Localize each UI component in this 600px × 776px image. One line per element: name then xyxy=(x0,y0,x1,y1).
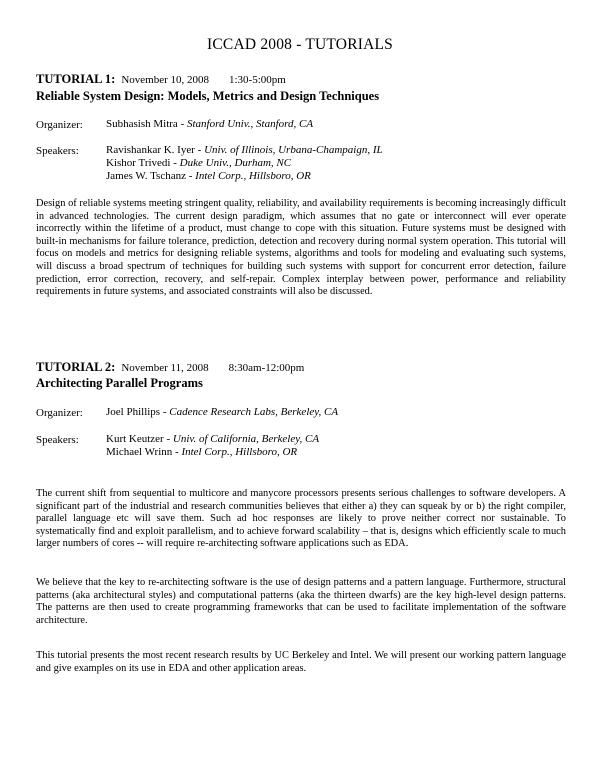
organizer-name: Subhasish Mitra xyxy=(106,118,178,130)
tutorial2-time: 8:30am-12:00pm xyxy=(228,362,305,374)
organizer-name: Joel Phillips xyxy=(106,406,161,418)
tutorial2-date: November 11, 2008 xyxy=(121,362,209,374)
speaker: Kurt Keutzer - Univ. of California, Berkeley, CA xyxy=(106,433,320,445)
tutorial2-title: Architecting Parallel Programs xyxy=(36,376,203,390)
tutorial2-paragraph-3: This tutorial presents the most recent research results by UC Berkeley and Intel. We will present our working pattern language and give examples on its use in EDA and other application areas. xyxy=(36,650,566,674)
speaker: James W. Tschanz - Intel Corp., Hillsboro, OR xyxy=(106,170,311,182)
tutorial1-description: Design of reliable systems meeting stringent quality, reliability, and availability requirements is becoming increasingly difficult in advanced technologies. The current design paradigm, which assumes that no gate or interconnect will ever operate incorrectly within the lifetime of a product, must change to cope with this situation. Future systems must be designed with built-in mechanisms for failure tolerance, prediction, detection and recovery during normal system operation. This tutorial will focus on models and metrics for designing reliable systems, algorithms and tools for modeling and evaluating such systems, will discuss a broad spectrum of techniques for building such systems with support for concurrent error detection, failure prediction, error correction, recovery, and self-repair. Complex interplay between power, performance and reliability requirements in future systems, and associated constraints will also be discussed. xyxy=(36,198,566,298)
tutorial1-header xyxy=(36,72,286,87)
speaker: Michael Wrinn - Intel Corp., Hillsboro, OR xyxy=(106,446,298,458)
tutorial2-paragraph-2: We believe that the key to re-architecting software is the use of design patterns and a pattern language. Furthermore, structural patterns (aka architectural styles) and computational patterns (aka the thirteen dwarfs) are the key high-level design patterns. The patterns are then used to create programming frameworks that can be used to facilitate implementation of the software architecture. xyxy=(36,577,566,626)
tutorial2-paragraph-1: The current shift from sequential to multicore and manycore processors presents serious challenges to software developers. A significant part of the industrial and research communities believes that either a) they can squeak by or b) the right compiler, parallel language etc will save them. Such ad hoc responses are likely to prove neither correct nor sustainable. To systematically find and exploit parallelism, and to achieve forward scalability – that is, designs which efficiently scale to much larger numbers of cores -- will require re-architecting software applications such as EDA. xyxy=(36,488,566,550)
speakers-label: Speakers: xyxy=(36,434,79,446)
tutorial2-label: TUTORIAL 2: xyxy=(36,360,116,374)
organizer-affiliation: Stanford Univ., Stanford, CA xyxy=(186,118,314,130)
organizer-affiliation: Cadence Research Labs, Berkeley, CA xyxy=(169,406,339,418)
document-page: ICCAD 2008 - TUTORIALS TUTORIAL 1: November 10, 2008 1:30-5:00pm Reliable System Design: Models, Metrics and Design Techniques Organizer: Subhasish Mitra - Stanford Univ., Stanford, CA Speakers: Ravishankar K. Iyer - Univ. of Illinois, Urbana-Champaign, IL Kishor Trivedi - Duke Univ., Durham, NC James W. Tschanz - Intel Corp., Hillsboro, OR Design of reliable systems meeting stringent quality, reliability, and availability requirements is becoming increasingly difficult in advanced technologies. The current design paradigm, which assumes that no gate or interconnect will ever operate incorrectly within the lifetime of a product, must change to cope with this situation. Future systems must be designed with built-in mechanisms for failure tolerance, prediction, detection and recovery during normal system operation. This tutorial will focus on models and metrics for designing reliable systems, algorithms and tools for modeling and evaluating such systems, will discuss a broad spectrum of techniques for building such systems with support for concurrent error detection, failure prediction, error correction, recovery, and self-repair. Complex interplay between power, performance and reliability requirements in future systems, and associated constraints will also be discussed. TUTORIAL 2: November 11, 2008 8:30am-12:00pm Architecting Parallel Programs Organizer: Joel Phillips - Cadence Research Labs, Berkeley, CA Speakers: Kurt Keutzer - Univ. of California, Berkeley, CA Michael Wrinn - Intel Corp., Hillsboro, OR The current shift from sequential to multicore and manycore processors presents serious challenges to software developers. A significant part of the industrial and research communities believes that either a) they can squeak by or b) the right compiler, parallel language etc will save them. Such ad hoc responses are likely to prove neither correct nor sustainable. To systematically find and exploit parallelism, and to achieve forward scalability – that is, designs which efficiently scale to much larger numbers of cores -- will require re-architecting software applications such as EDA. We believe that the key to re-architecting software is the use of design patterns and a pattern language. Furthermore, structural patterns (aka architectural styles) and computational patterns (aka the thirteen dwarfs) are the key high-level design patterns. The patterns are then used to create programming frameworks that can be used to facilitate implementation of the software architecture. This tutorial presents the most recent research results by UC Berkeley and Intel. We will present our working pattern language and give examples on its use in EDA and other application areas. xyxy=(0,0,600,776)
tutorial2-header xyxy=(36,360,304,375)
tutorial1-title: Reliable System Design: Models, Metrics and Design Techniques xyxy=(36,89,380,103)
speakers-label: Speakers: xyxy=(36,145,79,157)
page-title: ICCAD 2008 - TUTORIALS xyxy=(207,36,393,53)
organizer-label: Organizer: xyxy=(36,119,83,131)
speaker: Kishor Trivedi - Duke Univ., Durham, NC xyxy=(106,157,292,169)
organizer-label: Organizer: xyxy=(36,407,83,419)
tutorial1-time: 1:30-5:00pm xyxy=(229,74,286,86)
speaker: Ravishankar K. Iyer - Univ. of Illinois, Urbana-Champaign, IL xyxy=(106,144,383,156)
tutorial1-label: TUTORIAL 1: xyxy=(36,72,116,86)
tutorial1-date: November 10, 2008 xyxy=(121,74,209,86)
